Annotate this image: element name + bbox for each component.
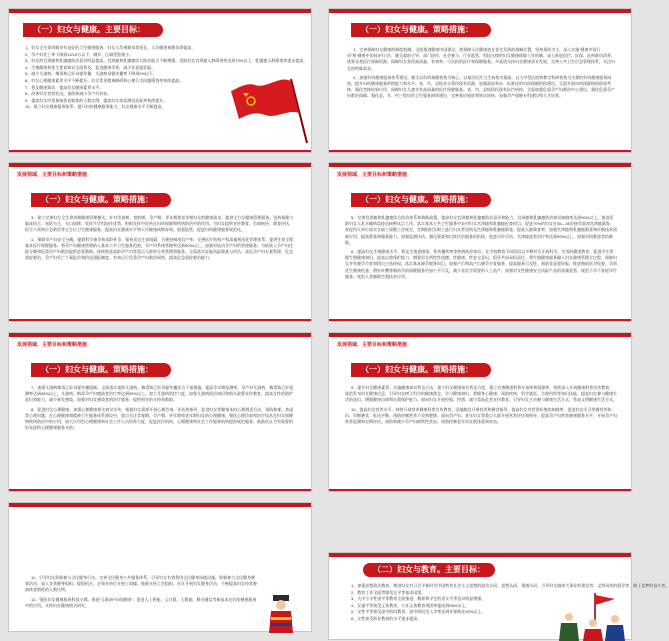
slide-1[interactable] — [8, 8, 312, 153]
paragraph: 2、加强妇幼健康服务体系建设。健全以妇幼保健机构为核心、以基层医疗卫生机构为基础、以大中型医院和教学科研机构为支撑的妇幼健康服务网络，提升妇幼健康服务供给能力和水平。省、市、县级充分利用现有资源，加强政府举办、标准化的妇幼保健机构建设，全面开展妇幼保健机构绩效考核，强化考核结果应用，保障妇女儿童享有高质量的医疗保健服务。省、市、县级依托现有医疗机构，全面加强危重孕产妇救治中心建设，强化危重孕产妇救治保障。强化县、乡、村三级妇幼卫生服务网络建设，完善基层网底和转诊网络。加强孕产保健专科建设和人才培养。 — [347, 74, 615, 99]
parade-figures-icon — [555, 593, 629, 641]
slide-top-border — [9, 333, 311, 337]
slide-banner: （一）妇女与健康。策略措施： — [351, 193, 491, 207]
paragraph: 9、提升妇女健康素养。实施健康知识普及行动，加大妇女健康知识普及力度，建立完善健康科普专家库和资源库，持续深入开展健康科普宣传教育，规范发布妇女健康信息，引导妇女树立科学的健康理念，学习健康知识，掌握身心健康、预防疾病、科学就医、合理用药等知识技能。提高妇女参与健康生活的意识，增强健康自律和自我保护能力。面向妇女开展控烟、控酒、减少毒品危害宣传教育。引导妇女主动参与健康生活方式，养成文明健康生活方式。 — [345, 385, 617, 403]
measures-text — [347, 47, 615, 103]
paragraph: 10、提高妇女营养水平。持续开展营养健康科普宣传教育，因地制宜开展营养和膳食指导，提高妇女对营养标签的知晓率，促进妇女学习掌握营养知识，均衡膳食、吃动平衡，预防控制营养不良和肥胖。面向孕产妇、老年妇女等重点人群开展营养评估和指导，提高孕产妇营养健康服务水平。开展孕产妇营养监测和定期评估，预防和减少孕产妇缺铁性贫血。预防控制老年妇女低体重和贫血。 — [345, 406, 617, 425]
list-item: 5、女性平等接受高中阶段教育，高中阶段毛入学率达到并保持在92%以上。 — [351, 609, 486, 615]
list-item: 6、妇女心理健康素养水平不断提升。妇女常见精神障碍和心理行为问题筛查率持续提高。 — [25, 77, 184, 83]
slide-bottom-border — [329, 489, 631, 491]
slide-bottom-border — [329, 150, 631, 152]
list-item: 4、生殖健康和优生优育知识全面普及，促进健康孕育，减少非意愿妊娠。 — [25, 64, 156, 70]
slide-3[interactable] — [8, 162, 312, 322]
list-item: 3、大中小学性别平等教育全面推进，教师和学生的男女平等意识明显增强。 — [351, 596, 486, 602]
list-item: 9、提高妇女经常参加体育锻炼的人数比例，提高妇女体质测试达标率持续提升。 — [25, 97, 168, 103]
paragraph: 6、提高妇女生殖健康水平。普及生殖道感染、性传播疾病等疾病防控知识。在学校教育不同阶段以多种形式开展科学、实用的健康教育，促进学生掌握生殖健康知识，提高自我保护能力。增强男女两性性道德、性健康、性安全意识，倡导共同承担责任。将生殖健康服务融入妇女健康管理全过程，保障妇女享有避孕节育知情自主选择权。落实基本避孕服务项目，加强产后和流产后避孕节育服务，提高服务可及性，预防非意愿妊娠。推进婚前医学检查、孕前优生健康检查、增补叶酸等婚前孕前保健服务更加公平可及。减少非医学需要的人工流产。加强对女性健康安全风险产品的质量监管。规范不孕不育症诊疗服务。规范人类辅助生殖技术应用。 — [345, 249, 617, 279]
slide-banner: （一）妇女与健康。策略措施： — [31, 193, 171, 207]
slide-top-border — [9, 9, 311, 13]
slide-bottom-border — [9, 489, 311, 491]
ethnic-woman-figure-icon — [261, 595, 301, 633]
list-item: 3、妇女的宫颈癌和乳腺癌防治意识明显提高。宫颈癌和乳腺癌综合防治能力不断增强。适龄妇女宫颈癌人群筛查率达到70%以上，乳腺癌人群筛查率逐步提高。 — [25, 58, 308, 64]
measures-text — [25, 385, 295, 434]
list-item: 4、女童平等接受义务教育，九年义务教育巩固率提高到96%以上。 — [351, 602, 470, 608]
slide-top-border — [9, 503, 311, 507]
slide-banner: （一）妇女与健康。策略措施： — [351, 363, 491, 377]
list-item: 7、普及健康知识，提高妇女健康素养水平。 — [25, 84, 104, 90]
list-item: 1、加强思想政治教育，增进妇女对习近平新时代中国特色社会主义思想的政治认同、思想认同、情感认同，引导妇女做伟大事业的建设者、文明风尚的倡导者、敢于追梦的奋斗者。 — [351, 583, 669, 588]
slide-banner: （一）妇女与健康。策略措施： — [351, 23, 491, 37]
list-item: 5、减少艾滋病、梅毒和乙肝母婴传播，艾滋病母婴传播率下降到2%以下。 — [25, 71, 158, 77]
breadcrumb: 发展领域、主要目标和策略措施 — [17, 172, 88, 178]
paragraph: 4、保障孕产妇安全分娩。提倡科学备孕和适龄怀孕，保持适宜生育间隔，合理控制剖宫产率。完善医疗机构产科质量规范化管理体系。提供生育全程基本医疗保健服务，将孕产妇健康管理纳入基本公共卫生服务范围，孕产妇系统管理率达到90%以上。加强对流动孕产妇的管理服务。为低收入孕产妇住院分娩和危重孕产妇救治提供必要救助。持续推进高龄孕产妇等重点人群的分类管理和服务。全面落实妊娠风险筛查与评估、高危孕产妇专案管理、危急重症救治、孕产妇死亡个案报告和约谈通报制度。有效运行危重孕产妇救治网络，提高危急重症救治能力。 — [25, 236, 294, 261]
paragraph: 12、强化妇女健康服务科技支撑。推进“互联网+妇幼健康”，促进人工智能、云计算、大数据、移动通信等新技术在妇幼健康服务中的应用，支持妇女健康相关研究。 — [25, 596, 257, 608]
slide-top-border — [329, 163, 631, 167]
slide-top-border — [9, 163, 311, 167]
goal-list — [351, 583, 669, 623]
breadcrumb: 发展领域、主要目标和策略措施 — [17, 342, 88, 348]
slide-4[interactable] — [328, 162, 632, 322]
paragraph: 1、完善保障妇女健康的制度机制。全面推进健康中国建设，把保障人民健康放在优先发展的战略位置，坚持预防为主，深入实施“健康中国行动”和“健康中国母亲行动”，健全政府主导、部门协作、社会参与、行业监管、科技支撑的妇女健康保障工作机制。深入推进医疗、医保、医药联动改革，统筹各类医疗保障资源，保障妇女获得高质量、有效率、可负担的医疗和保健服务。多渠道支持妇女健康事业发展，完善公共卫生应急管理体系，关注妇女的特殊需求。 — [347, 47, 615, 71]
slide-top-border — [329, 333, 631, 337]
paragraph: 11、引导妇女积极参与全民健身行动。完善全民健身公共服务体系。引导妇女有效利用全民健身场地设施，积极参与全民健身赛事活动，加入各类健身组织。提倡机关、企事业单位开展工间操。鼓励支持工会组织、社区开展妇女健身活动，不断提高妇女经常参加体育锻炼的人数比例。 — [25, 575, 257, 593]
list-item: 1、妇女全生命周期享有良好的卫生健康服务，妇女人均预期寿命延长，人均健康预期寿命提高。 — [25, 45, 196, 50]
slide-5[interactable] — [8, 332, 312, 492]
slide-7[interactable] — [8, 502, 312, 632]
slide-banner: （一）妇女与健康。主要目标： — [23, 23, 163, 37]
paragraph: 8、促进妇女心理健康。加强心理健康相关知识宣传，根据妇女需要开展心理咨询、评估和指导，促进妇女掌握基本的心理调适方法，预防抑郁、焦虑等心理问题。在心理健康和精神卫生服务体系建设中，重点关注青春期、孕产期、更年期和老年期妇女的心理健康。强化心理咨询和治疗技术在妇女保健和疾病防治中的应用。加大应用型心理健康和社会工作人员培养力度，促进医疗机构、心理健康和社会工作服务机构提供规范服务。鼓励社区为有需要的妇女提供心理健康服务支持。 — [25, 406, 294, 431]
slide-banner: （二）妇女与教育。主要目标： — [363, 563, 495, 577]
slide-top-border — [329, 553, 631, 557]
measures-text — [25, 575, 257, 612]
measures-text — [345, 385, 617, 428]
slide-banner: （一）妇女与健康。策略措施： — [31, 363, 171, 377]
list-item: 8、改善妇女营养状况，预防和减少孕产妇贫血。 — [25, 91, 112, 97]
slide-8[interactable] — [328, 552, 669, 640]
slide-bottom-border — [329, 319, 631, 321]
list-item: 2、孕产妇死亡率下降到12/10万以下，城乡、区域差距缩小。 — [25, 51, 134, 57]
slide-2[interactable] — [328, 8, 632, 153]
list-item: 2、教育工作全面贯彻男女平等基本国策。 — [351, 589, 426, 595]
slide-bottom-border — [9, 150, 311, 152]
measures-text — [345, 215, 617, 283]
party-flag-icon — [229, 75, 309, 145]
slide-bottom-border — [9, 319, 311, 321]
goal-list — [25, 45, 308, 111]
slide-6[interactable] — [328, 332, 632, 492]
paragraph: 5、完善宫颈癌和乳腺癌综合防治体系和救助政策。提高妇女宫颈癌和乳腺癌防治意识和能力，宫颈癌和乳腺癌防治知识知晓率达到90%以上。推进适龄妇女人乳头瘤病毒疫苗接种试点工作。落实基本公共卫生服务中农村妇女宫颈癌和乳腺癌检查项目，促进70%的妇女在35—45岁接受高效宫颈癌筛查，督促用人单位落实女职工保健工作规定，定期组织女职工进行妇女常见病及宫颈癌和乳腺癌筛查。提高人群筛查率，加强宫颈癌和乳腺癌筛查和诊断技术创新应用，提高筛查和服务能力，加强监测评估。强化筛查和后续诊治服务的衔接，促进早诊早治，宫颈癌患者治疗率达到90%以上。加强对困难患者的救助。 — [345, 215, 617, 245]
list-item: 10、建立妇女健康服务体系，提升妇幼健康服务能力，妇女健康水平不断提高。 — [25, 104, 166, 110]
breadcrumb: 发展领域、主要目标和策略措施 — [337, 172, 408, 178]
slide-top-border — [329, 9, 631, 13]
breadcrumb: 发展领域、主要目标和策略措施 — [337, 342, 408, 348]
paragraph: 7、加强艾滋病梅毒乙肝母婴传播阻断。全面落实预防艾滋病、梅毒和乙肝母婴传播综合干预措施，提高孕早期检测率，孕产妇艾滋病、梅毒和乙肝检测率达到98%以上，艾滋病、梅毒孕产妇感染者治疗率达到95%以上。加大艾滋病防控力度，加强艾滋病防治知识和相关政策宣传教育，提高女性的防护意识和能力，减少新发感染。加强对妇女感染者的医疗服务，提供相关的支持和救助。 — [25, 385, 294, 403]
list-item: 6、女性接受职业教育的水平逐步提高。 — [351, 615, 422, 621]
paragraph: 3、建立完善妇女全生命周期健康管理模式。针对青春期、育龄期、孕产期、更年期和老年期妇女的健康需求，提供全方位健康管理服务。坚持保健与临床结合，预防为主、关口前移，发挥多学科协作优势，积极发挥中医药在妇幼保健和疾病防治中的作用。为妇女提供宣传教育、咨询指导、筛查评估、综合干预和应急救治等全方位卫生健康服务，提高妇女健康水平和人均健康预期寿命。加强监管，促进妇幼健康服务规范化。 — [25, 215, 294, 233]
measures-text — [25, 215, 295, 264]
